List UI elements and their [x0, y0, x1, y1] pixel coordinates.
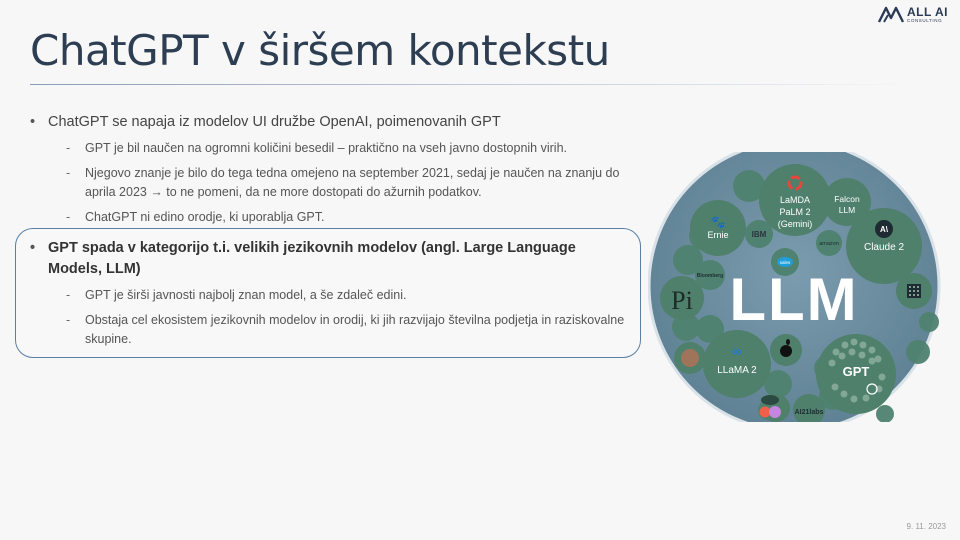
lamda-label-2: PaLM 2 [779, 207, 811, 217]
sub-bullet-2-2: - Obstaja cel ekosistem jezikovnih modelov in orodij, ki jih razvijajo številna podjetja in raziskovalne skupine. [30, 311, 630, 349]
llama-label: LLaMA 2 [717, 365, 757, 376]
logo-tagline: CONSULTING [907, 18, 943, 24]
blob-icon-purple [769, 406, 781, 418]
ai21-label: AI21labs [794, 409, 824, 416]
bullet-group-llm [30, 238, 630, 349]
blob-icon-dark [761, 395, 779, 405]
amazon-label: amazon [819, 241, 839, 247]
lamda-label-1: LaMDA [779, 195, 811, 205]
llm-ecosystem-diagram [648, 152, 943, 422]
bullet-main-2: • GPT spada v kategorijo t.i. velikih jezikovnih modelov (angl. Large Language Models, LLM) [30, 238, 630, 280]
falcon-label-2: LLM [838, 205, 856, 215]
bullet-group-openai [30, 112, 630, 227]
apple-leaf-icon [786, 339, 790, 345]
bullet-main-1: • ChatGPT se napaja iz modelov UI družbe OpenAI, poimenovanih GPT [30, 112, 630, 133]
sub-bullet-1-1: - GPT je bil naučen na ogromni količini besedil – praktično na vseh javno dostopnih virih. [30, 139, 630, 158]
pi-label: Pi [671, 286, 693, 315]
gpt-label: GPT [842, 364, 870, 379]
sub-bullet-1-3: - ChatGPT ni edino orodje, ki uporablja GPT. [30, 208, 630, 227]
company-logo [878, 6, 948, 24]
slide-date: 9. 11. 2023 [906, 522, 946, 531]
mascot-icon [681, 349, 699, 367]
salesforce-label: sales [779, 260, 791, 265]
logo-mark-icon [878, 6, 904, 24]
bloomberg-label: Bloomberg [696, 273, 724, 279]
llama-bubble [703, 330, 771, 398]
meta-icon: ∞ [732, 343, 742, 359]
anthropic-mark: A\ [880, 225, 888, 234]
ernie-label: Ernie [707, 230, 729, 240]
bubble [876, 405, 894, 422]
logo-name: ALL AI [907, 5, 948, 20]
bubble [919, 312, 939, 332]
title-divider [30, 84, 910, 85]
blob-icon-red [760, 407, 771, 418]
sub-bullet-1-2: - Njegovo znanje je bilo do tega tedna omejeno na september 2021, sedaj je naučen na znanju do aprila 2023 → to ne pomeni, da ne more dostopati do ažurnih podatkov. [30, 164, 630, 202]
apple-icon [780, 345, 792, 357]
falcon-label-1: Falcon [834, 194, 860, 204]
bubble [906, 340, 930, 364]
ernie-paw-icon: 🐾 [710, 215, 726, 229]
lamda-label-3: (Gemini) [777, 219, 813, 229]
llm-center-label: LLM [729, 266, 859, 333]
ibm-label: IBM [751, 230, 767, 239]
slide-title: ChatGPT v širšem kontekstu [30, 26, 610, 75]
claude-label: Claude 2 [863, 242, 905, 253]
sub-bullet-2-1: - GPT je širši javnosti najbolj znan model, a še zdaleč edini. [30, 286, 630, 305]
